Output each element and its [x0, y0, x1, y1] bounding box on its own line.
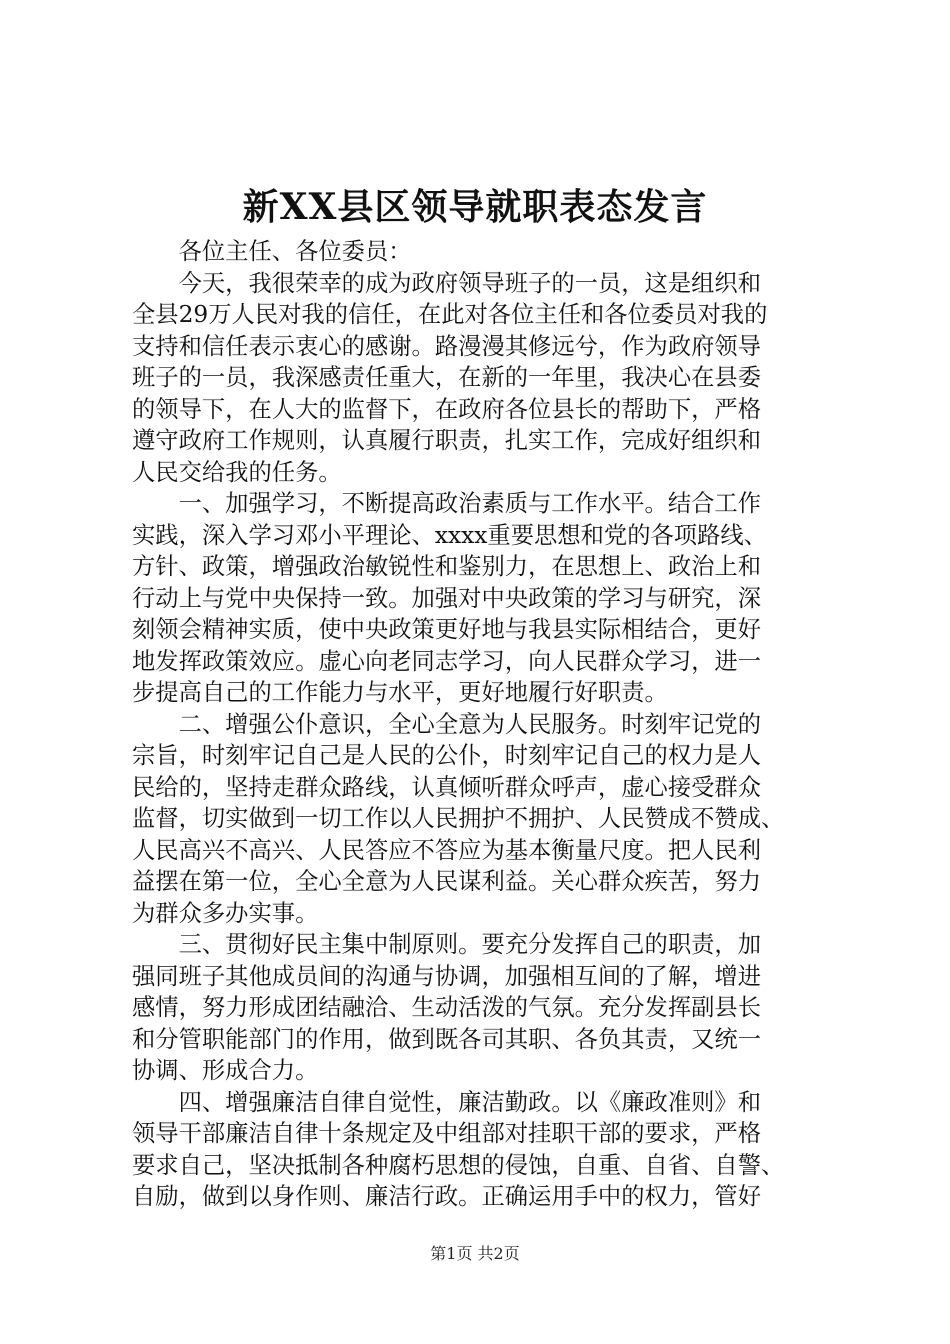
body-line: 人民高兴不高兴、人民答应不答应为基本衡量尺度。把人民利: [132, 836, 762, 864]
body-line: 今天，我很荣幸的成为政府领导班子的一员，这是组织和: [132, 269, 762, 297]
body-line: 领导干部廉洁自律十条规定及中组部对挂职干部的要求，严格: [132, 1120, 762, 1147]
body-line: 实践，深入学习邓小平理论、xxxx重要思想和党的各项路线、: [132, 521, 767, 549]
body-line: 班子的一员，我深感责任重大，在新的一年里，我决心在县委: [132, 364, 762, 391]
body-line: 各位主任、各位委员：: [132, 238, 412, 265]
body-line: 刻领会精神实质，使中央政策更好地与我县实际相结合，更好: [132, 616, 762, 643]
body-line: 二、增强公仆意识，全心全意为人民服务。时刻牢记党的: [132, 710, 762, 738]
body-line: 强同班子其他成员间的沟通与协调，加强相互间的了解，增进: [132, 962, 762, 990]
body-line: 自励，做到以身作则、廉洁行政。正确运用手中的权力，管好: [132, 1183, 762, 1210]
body-line: 一、加强学习，不断提高政治素质与工作水平。结合工作: [132, 490, 762, 517]
body-line: 宗旨，时刻牢记自己是人民的公仆，时刻牢记自己的权力是人: [132, 742, 762, 769]
body-line: 益摆在第一位，全心全意为人民谋利益。关心群众疾苦，努力: [132, 868, 762, 895]
body-line: 人民交给我的任务。: [132, 458, 342, 486]
body-line: 监督，切实做到一切工作以人民拥护不拥护、人民赞成不赞成、: [132, 805, 785, 832]
body-line: 民给的，坚持走群众路线，认真倾听群众呼声，虚心接受群众: [132, 773, 762, 801]
body-line: 协调、形成合力。: [132, 1057, 319, 1084]
document-title: 新XX县区领导就职表态发言: [242, 186, 708, 228]
body-line: 步提高自己的工作能力与水平，更好地履行好职责。: [132, 679, 668, 706]
body-line: 支持和信任表示衷心的感谢。路漫漫其修远兮，作为政府领导: [132, 332, 762, 360]
body-line: 四、增强廉洁自律自觉性，廉洁勤政。以《廉政准则》和: [132, 1088, 762, 1116]
body-line: 要求自己，坚决抵制各种腐朽思想的侵蚀，自重、自省、自警、: [132, 1151, 785, 1179]
document-body: [132, 236, 832, 1213]
body-line: 三、贯彻好民主集中制原则。要充分发挥自己的职责，加: [132, 931, 762, 958]
body-line: 遵守政府工作规则，认真履行职责，扎实工作，完成好组织和: [132, 427, 762, 454]
body-line: 方针、政策，增强政治敏锐性和鉴别力，在思想上、政治上和: [132, 553, 762, 580]
page-number-footer: 第1页 共2页: [430, 1244, 520, 1263]
body-line: 行动上与党中央保持一致。加强对中央政策的学习与研究，深: [132, 584, 762, 612]
body-line: 全县29万人民对我的信任，在此对各位主任和各位委员对我的: [132, 301, 768, 328]
body-line: 地发挥政策效应。虚心向老同志学习，向人民群众学习，进一: [132, 647, 762, 675]
body-line: 和分管职能部门的作用，做到既各司其职、各负其责，又统一: [132, 1025, 762, 1053]
body-line: 为群众多办实事。: [132, 899, 319, 927]
body-line: 的领导下，在人大的监督下，在政府各位县长的帮助下，严格: [132, 395, 762, 423]
body-line: 感情，努力形成团结融洽、生动活泼的气氛。充分发挥副县长: [132, 994, 762, 1021]
